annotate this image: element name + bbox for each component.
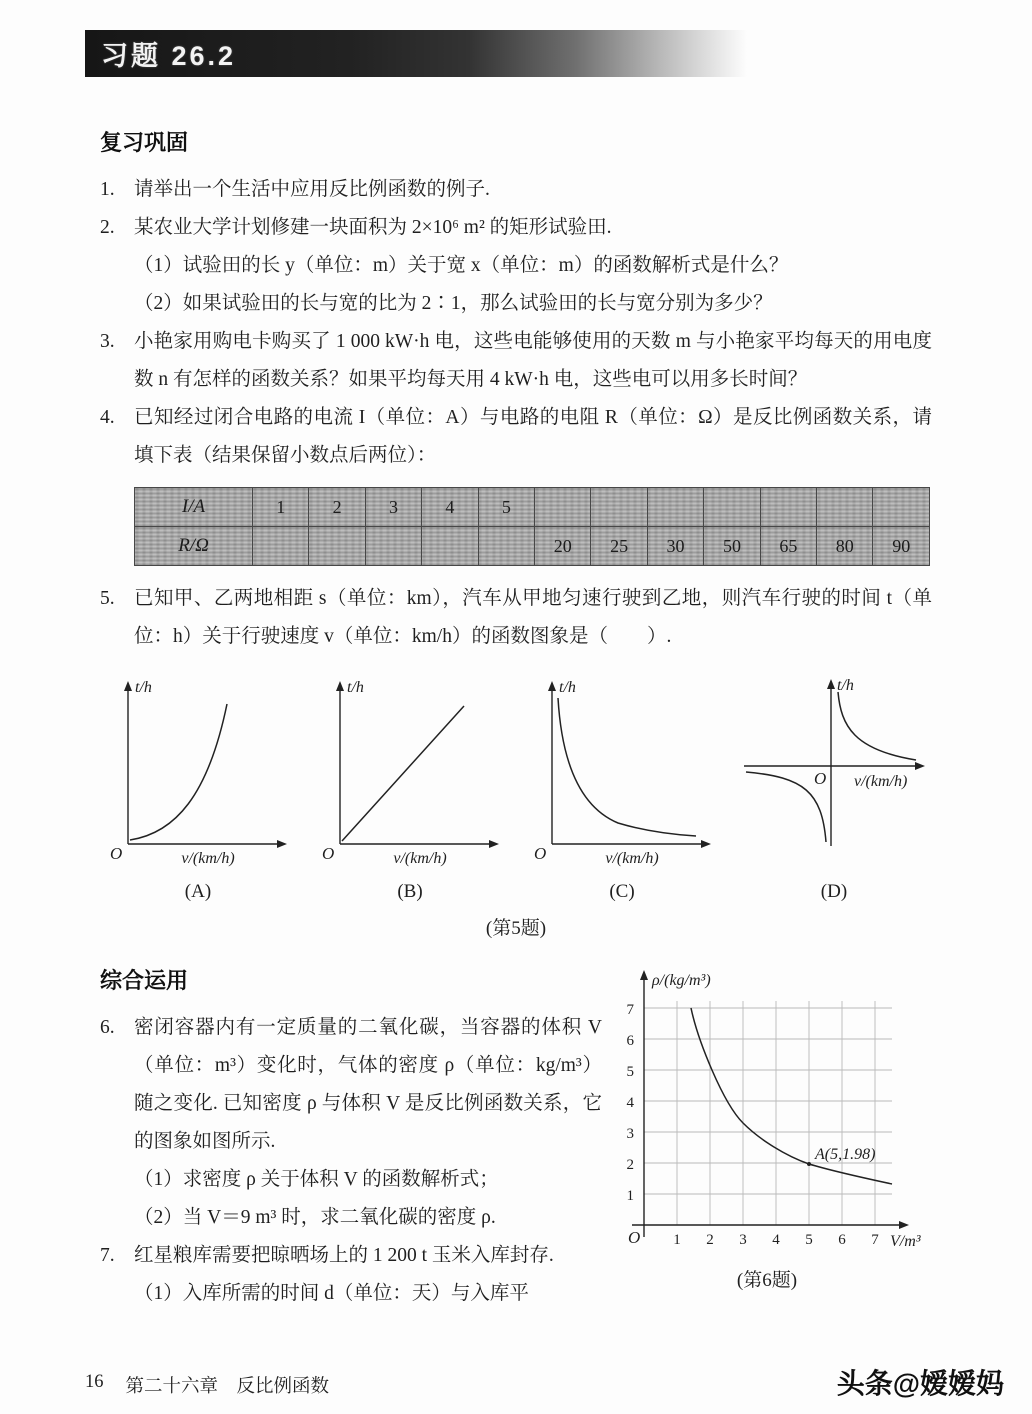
problem-5-option-graphs [100, 674, 932, 903]
problem-5-number: 5. [100, 588, 115, 609]
figure-6-density-volume-graph [602, 963, 932, 1263]
problem-6-sub-2 [100, 1199, 602, 1237]
chapter-exercise-banner [85, 30, 747, 77]
x-axis-label: v/(km/h) [605, 850, 659, 867]
section-apply-heading: 综合运用 [100, 968, 189, 993]
y-tick: 2 [626, 1157, 634, 1173]
problem-3-number: 3. [100, 331, 115, 352]
problem-3 [100, 323, 932, 399]
page-footer [85, 1372, 329, 1398]
graph-a-concave-up-curve [100, 674, 296, 874]
x-tick: 4 [772, 1232, 780, 1248]
row-label-resistance: R/Ω [135, 527, 253, 566]
table-cell [873, 488, 930, 527]
table-row-current [135, 488, 930, 527]
x-tick: 5 [805, 1232, 813, 1248]
table-cell: 30 [647, 527, 703, 566]
table-cell: 4 [422, 488, 478, 527]
problem-7-sub-1-text: （1）入库所需的时间 d（单位：天）与入库平 [134, 1283, 529, 1304]
origin-label: O [534, 844, 547, 863]
problem-2-number: 2. [100, 217, 115, 238]
y-axis-label: t/h [347, 679, 364, 696]
problem-1 [100, 171, 932, 209]
problem-6-text: 密闭容器内有一定质量的二氧化碳，当容器的体积 V（单位：m³）变化时，气体的密度 ρ（单位：kg/m³）随之变化. 已知密度 ρ 与体积 V 是反比例函数关系，它的图象如图所示. [134, 1017, 602, 1152]
table-cell: 90 [873, 527, 930, 566]
problem-7-text: 红星粮库需要把晾晒场上的 1 200 t 玉米入库封存. [134, 1245, 554, 1266]
table-cell [817, 488, 873, 527]
table-cell: 50 [704, 527, 760, 566]
graph-d-two-branch-hyperbola [736, 674, 932, 874]
problem-4-text: 已知经过闭合电路的电流 I（单位：A）与电路的电阻 R（单位：Ω）是反比例函数关系，请填下表（结果保留小数点后两位）： [134, 407, 932, 466]
y-tick: 5 [626, 1064, 634, 1080]
figure-6-caption: (第6题) [736, 1270, 798, 1291]
option-d-caption: (D) [820, 881, 848, 902]
graph-c-hyperbola-branch [524, 674, 720, 874]
problem-2-sub-2 [100, 285, 932, 323]
x-axis-label: v/(km/h) [854, 773, 908, 790]
graph-b-straight-line [312, 674, 508, 874]
origin-label: O [322, 844, 335, 863]
problem-6-number: 6. [100, 1017, 115, 1038]
problem-7-number: 7. [100, 1245, 115, 1266]
problem-3-text: 小艳家用购电卡购买了 1 000 kW·h 电，这些电能够使用的天数 m 与小艳家平均每天的用电度数 n 有怎样的函数关系？如果平均每天用 4 kW·h 电，这些电可以用多长时间？ [134, 331, 932, 390]
x-tick: 3 [739, 1232, 747, 1248]
table-cell: 80 [817, 527, 873, 566]
table-cell [760, 488, 816, 527]
problem-6-sub-1-text: （1）求密度 ρ 关于体积 V 的函数解析式； [134, 1169, 499, 1190]
page-number: 16 [85, 1372, 104, 1392]
origin-label: O [814, 769, 827, 788]
y-tick: 1 [626, 1188, 634, 1204]
y-axis-label: t/h [135, 679, 152, 696]
option-a-caption: (A) [184, 881, 212, 902]
row-label-current: I/A [135, 488, 253, 527]
exercise-title: 习题 26.2 [101, 41, 237, 71]
table-cell [647, 488, 703, 527]
x-axis-label: V/m³ [890, 1233, 921, 1250]
point-a-marker [807, 1162, 811, 1166]
table-cell [253, 527, 309, 566]
y-tick: 7 [626, 1002, 634, 1018]
problem-1-text: 请举出一个生活中应用反比例函数的例子. [134, 179, 490, 200]
table-cell [478, 527, 534, 566]
origin-label: O [110, 844, 123, 863]
problem-2-text: 某农业大学计划修建一块面积为 2×10⁶ m² 的矩形试验田. [134, 217, 612, 238]
problem-5-text: 已知甲、乙两地相距 s（单位：km），汽车从甲地匀速行驶到乙地，则汽车行驶的时间 t（单位：h）关于行驶速度 v（单位：km/h）的函数图象是（ ）. [134, 588, 932, 647]
problem-7-sub-1 [100, 1275, 602, 1313]
y-axis-label: ρ/(kg/m³) [652, 972, 711, 989]
table-cell [365, 527, 421, 566]
table-cell [591, 488, 647, 527]
table-row-resistance [135, 527, 930, 566]
option-b-caption: (B) [397, 881, 423, 902]
toutiao-watermark: 头条@嫒嫒妈 [836, 1368, 1004, 1399]
point-a-label: A(5,1.98) [815, 1146, 876, 1163]
table-cell: 20 [535, 527, 591, 566]
origin-label: O [628, 1228, 641, 1247]
x-axis-label: v/(km/h) [181, 850, 235, 867]
problem-2-sub-1 [100, 247, 932, 285]
problem-4 [100, 399, 932, 475]
problem-2-sub-2-text: （2）如果试验田的长与宽的比为 2∶1，那么试验田的长与宽分别为多少？ [134, 293, 773, 314]
table-cell [704, 488, 760, 527]
table-cell: 65 [760, 527, 816, 566]
problems-6-7-text-column [100, 1009, 602, 1313]
x-tick: 2 [706, 1232, 714, 1248]
table-cell: 25 [591, 527, 647, 566]
page-content [100, 120, 932, 1313]
option-graph-c [524, 674, 720, 903]
x-axis-label: v/(km/h) [393, 850, 447, 867]
figure-5-caption: (第5题) [485, 918, 547, 939]
table-cell: 2 [309, 488, 365, 527]
x-tick: 7 [871, 1232, 879, 1248]
problem-4-table [134, 487, 930, 566]
table-cell [422, 527, 478, 566]
table-cell [309, 527, 365, 566]
table-cell: 1 [253, 488, 309, 527]
x-tick: 1 [673, 1232, 681, 1248]
y-tick: 4 [626, 1095, 634, 1111]
problem-2 [100, 209, 932, 247]
problem-1-number: 1. [100, 179, 115, 200]
table-cell: 5 [478, 488, 534, 527]
y-tick: 3 [626, 1126, 634, 1142]
option-graph-b [312, 674, 508, 903]
figure-6-column [602, 972, 932, 1313]
table-cell: 3 [365, 488, 421, 527]
option-graph-d [736, 674, 932, 903]
problem-6-sub-1 [100, 1161, 602, 1199]
x-tick: 6 [838, 1232, 846, 1248]
problem-4-number: 4. [100, 407, 115, 428]
table-cell [535, 488, 591, 527]
y-axis-label: t/h [559, 679, 576, 696]
chapter-title: 第二十六章 反比例函数 [125, 1377, 330, 1397]
section-review-heading: 复习巩固 [100, 130, 189, 155]
problem-6-sub-2-text: （2）当 V＝9 m³ 时，求二氧化碳的密度 ρ. [134, 1207, 496, 1228]
problem-2-sub-1-text: （1）试验田的长 y（单位：m）关于宽 x（单位：m）的函数解析式是什么？ [134, 255, 789, 276]
option-c-caption: (C) [609, 881, 635, 902]
problem-5 [100, 580, 932, 656]
problem-6 [100, 1009, 602, 1161]
option-graph-a [100, 674, 296, 903]
y-axis-label: t/h [837, 677, 854, 694]
y-tick: 6 [626, 1033, 634, 1049]
problem-7 [100, 1237, 602, 1275]
